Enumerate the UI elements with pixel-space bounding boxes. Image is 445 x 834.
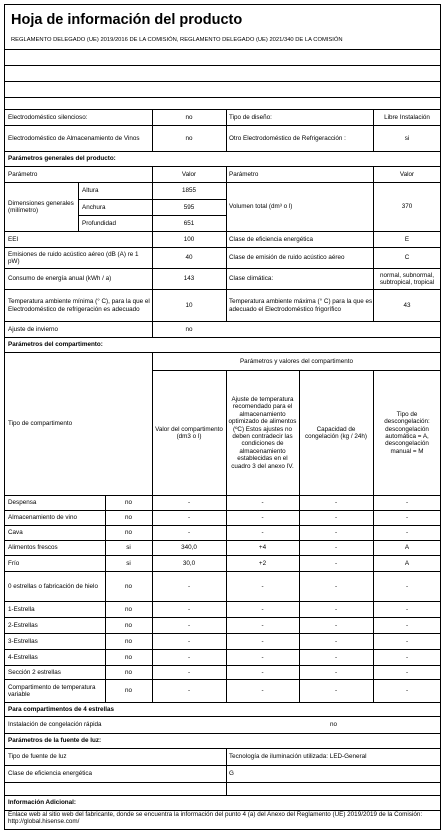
- compartment-temperature-value: -: [261, 499, 264, 507]
- general-section-title: [8, 152, 308, 166]
- compartment-present-value: no: [124, 668, 132, 676]
- compartment-present-value: no: [124, 621, 132, 629]
- light-type-value-value: Tecnología de iluminación utilizada: LED-General: [229, 753, 367, 761]
- general-param-label-value: Consumo de energía anual (kWh / a): [8, 275, 112, 283]
- compartment-defrost-value: -: [405, 687, 409, 695]
- compartment-present: [105, 541, 152, 555]
- compartment-volume: [152, 666, 226, 679]
- compartment-defrost-value: A: [404, 559, 410, 567]
- compartment-defrost: [373, 666, 441, 679]
- compartment-name-value: Alimentos frescos: [8, 544, 58, 552]
- light-class-label-value: Clase de eficiencia energética: [8, 770, 93, 778]
- dimension-label: [82, 216, 148, 231]
- dimensions-label: [8, 183, 76, 231]
- general-param-label: [8, 232, 150, 247]
- row-divider: [5, 65, 441, 66]
- compartment-present: [105, 634, 152, 649]
- dimension-label: [82, 200, 148, 215]
- column-divider: [226, 166, 227, 321]
- compartment-freezing-value: -: [334, 544, 338, 552]
- compartment-defrost-header-value: Tipo de descongelación: descongelación automática = A, descongelación manual = M: [384, 410, 430, 455]
- compartment-freezing-header-value: Capacidad de congelación (kg / 24h): [305, 425, 367, 440]
- compartment-temperature-value: -: [261, 637, 264, 645]
- design-type-label: [229, 110, 369, 125]
- compartment-defrost: [373, 541, 441, 555]
- dimension-label-value: Altura: [82, 187, 99, 195]
- compartment-present: [105, 496, 152, 510]
- compartment-present: [105, 680, 152, 702]
- compartment-freezing: [299, 680, 373, 702]
- compartment-temperature-value: +4: [258, 544, 267, 552]
- general-param-value-value: 10: [185, 301, 193, 309]
- dimension-value-value: 595: [183, 203, 195, 211]
- column-divider: [78, 182, 79, 231]
- compartment-freezing-value: -: [334, 582, 338, 590]
- compartment-freezing: [299, 650, 373, 665]
- general-section-title-value: Parámetros generales del producto:: [8, 155, 116, 163]
- compartment-defrost-header: [375, 371, 439, 495]
- general-param-label-2-value: Clase de eficiencia energética: [229, 235, 314, 243]
- dimension-value: [152, 216, 226, 231]
- compartment-name: [8, 618, 103, 633]
- compartment-freezing: [299, 496, 373, 510]
- silent-appliance-value: [152, 110, 226, 125]
- compartment-volume: [152, 541, 226, 555]
- compartment-name-value: 0 estrellas o fabricación de hielo: [8, 582, 98, 590]
- other-refrigerator-value: [373, 126, 441, 151]
- compartment-volume-header-value: Valor del compartimento (dm3 o l): [155, 425, 223, 440]
- other-refrigerator-label: [229, 126, 374, 151]
- volume-label-value: Volumen total (dm³ o l): [229, 203, 293, 211]
- general-param-value-value: 40: [185, 254, 193, 262]
- compartment-type-header: [8, 353, 148, 495]
- compartment-name-value: Almacenamiento de vino: [8, 514, 77, 522]
- compartment-present: [105, 650, 152, 665]
- compartment-present: [105, 556, 152, 571]
- general-param-value-2: [375, 248, 439, 268]
- compartment-freezing-value: -: [334, 653, 338, 661]
- compartment-volume: [152, 602, 226, 617]
- volume-label: [229, 183, 374, 231]
- compartment-present-value: no: [124, 529, 132, 537]
- compartment-defrost: [373, 556, 441, 571]
- general-param-label-2: [229, 290, 374, 321]
- silent-appliance-label-value: Electrodoméstico silencioso:: [8, 113, 88, 121]
- dimension-value-value: 1855: [181, 187, 196, 195]
- general-param-label-2-value: Clase de emisión de ruido acústico aéreo: [229, 254, 345, 262]
- compartment-name: [8, 511, 103, 525]
- compartment-name-value: Despensa: [8, 499, 37, 507]
- row-divider: [5, 97, 441, 98]
- dimension-label-value: Anchura: [82, 203, 106, 211]
- compartment-freezing-value: -: [334, 637, 338, 645]
- value-header-2: [373, 167, 441, 182]
- compartment-temperature-value: -: [261, 668, 264, 676]
- compartment-name: [8, 634, 103, 649]
- design-type-label-value: Tipo de diseño:: [229, 113, 272, 121]
- compartment-temperature: [226, 602, 299, 617]
- general-param-value-value: 143: [183, 275, 195, 283]
- compartment-temperature: [226, 572, 299, 601]
- compartment-name: [8, 602, 103, 617]
- general-param-label: [8, 269, 150, 289]
- wine-storage-label: [8, 126, 148, 151]
- volume-value: [373, 183, 441, 231]
- light-section-title-value: Parámetros de la fuente de luz:: [8, 737, 102, 745]
- general-param-value-2-value: normal, subnormal, subtropical, tropical: [379, 271, 435, 286]
- compartment-name: [8, 556, 103, 571]
- general-param-label: [8, 290, 150, 321]
- compartment-group-header: [152, 353, 441, 370]
- compartment-volume-value: -: [187, 605, 191, 613]
- compartment-temperature-header-value: Ajuste de temperatura recomendado para el almacenamiento optimizado de alimentos (ºC) Estos ajustes no deben contradecir las condiciones de almacenamiento establecidas en el cuadro 3 del anexo IV.: [228, 395, 297, 470]
- dimension-label: [82, 183, 148, 199]
- compartment-temperature: [226, 666, 299, 679]
- compartment-present: [105, 666, 152, 679]
- compartment-defrost: [373, 526, 441, 540]
- compartment-temperature-value: -: [261, 514, 264, 522]
- compartment-present-value: no: [124, 582, 132, 590]
- compartment-freezing-value: -: [334, 605, 338, 613]
- compartment-name-value: Frío: [8, 559, 20, 567]
- compartment-freezing: [299, 572, 373, 601]
- compartment-name-value: Cava: [8, 529, 23, 537]
- compartment-freezing-value: -: [334, 499, 338, 507]
- compartment-freezing-value: -: [334, 514, 338, 522]
- product-information-sheet: [4, 4, 441, 830]
- compartment-volume-value: -: [187, 499, 191, 507]
- compartment-present: [105, 526, 152, 540]
- compartment-name: [8, 572, 103, 601]
- general-param-value-value: 100: [183, 235, 195, 243]
- compartment-defrost-value: -: [405, 529, 409, 537]
- param-header-2: [229, 167, 369, 182]
- compartment-defrost-value: -: [405, 514, 409, 522]
- compartment-name-value: Compartimento de temperatura variable: [8, 683, 96, 698]
- compartment-defrost-value: -: [405, 668, 409, 676]
- general-param-value: [152, 290, 226, 321]
- compartment-freezing: [299, 634, 373, 649]
- compartment-volume-header: [154, 371, 224, 495]
- compartment-present-value: no: [124, 687, 132, 695]
- additional-section-title: [8, 796, 308, 810]
- param-header-value: Parámetro: [8, 170, 38, 178]
- compartment-present: [105, 618, 152, 633]
- general-param-value-2: [375, 269, 439, 289]
- compartment-section-title-value: Parámetros del compartimento:: [8, 341, 103, 349]
- compartment-defrost: [373, 572, 441, 601]
- compartment-volume: [152, 496, 226, 510]
- additional-section-title-value: Información Adicional:: [8, 799, 76, 807]
- compartment-temperature: [226, 680, 299, 702]
- compartment-volume: [152, 526, 226, 540]
- row-divider: [5, 49, 441, 50]
- wine-storage-label-value: Electrodoméstico de Almacenamiento de Vinos: [8, 134, 140, 142]
- dimension-value-value: 651: [183, 219, 195, 227]
- column-divider: [226, 109, 227, 151]
- compartment-defrost: [373, 680, 441, 702]
- value-header-value: Valor: [181, 170, 197, 178]
- compartment-volume-value: 30,0: [182, 559, 196, 567]
- general-param-value-2-value: 43: [403, 301, 411, 309]
- compartment-defrost-value: -: [405, 605, 409, 613]
- compartment-volume-value: -: [187, 653, 191, 661]
- compartment-temperature: [226, 556, 299, 571]
- compartment-name-value: Sección 2 estrellas: [8, 668, 61, 676]
- compartment-present-value: si: [126, 544, 131, 552]
- four-star-section-title-value: Para compartimentos de 4 estrellas: [8, 705, 115, 713]
- dimension-value: [152, 200, 226, 215]
- general-param-value-2: [375, 232, 439, 247]
- compartment-present-value: no: [124, 605, 132, 613]
- compartment-defrost: [373, 602, 441, 617]
- compartment-volume: [152, 572, 226, 601]
- compartment-volume: [152, 680, 226, 702]
- general-param-value-2-value: C: [404, 254, 410, 262]
- sheet-title: Hoja de información del producto: [11, 12, 243, 28]
- compartment-temperature: [226, 618, 299, 633]
- compartment-temperature: [226, 526, 299, 540]
- compartment-present: [105, 572, 152, 601]
- compartment-temperature-value: -: [261, 605, 264, 613]
- fast-freeze-value-value: no: [329, 721, 337, 729]
- compartment-volume: [152, 634, 226, 649]
- compartment-volume-value: -: [187, 687, 191, 695]
- compartment-freezing-value: -: [334, 529, 338, 537]
- wine-storage-value-value: no: [185, 134, 193, 142]
- regulation-reference: REGLAMENTO DELEGADO (UE) 2019/2016 DE LA COMISIÓN, REGLAMENTO DELEGADO (UE) 2021/340 DE LA COMISIÓN: [11, 37, 343, 43]
- light-section-title: [8, 734, 308, 748]
- dimension-value: [152, 183, 226, 199]
- compartment-temperature: [226, 634, 299, 649]
- light-class-value: [229, 766, 439, 782]
- compartment-present-value: si: [126, 559, 131, 567]
- compartment-present-value: no: [124, 653, 132, 661]
- compartment-freezing: [299, 602, 373, 617]
- volume-value-value: 370: [401, 203, 413, 211]
- compartment-volume-value: -: [187, 637, 191, 645]
- light-type-label-value: Tipo de fuente de luz: [8, 753, 67, 761]
- value-header-2-value: Valor: [399, 170, 415, 178]
- compartment-name-value: 4-Estrellas: [8, 653, 38, 661]
- compartment-defrost-value: -: [405, 637, 409, 645]
- compartment-temperature: [226, 541, 299, 555]
- row-divider: [5, 782, 441, 783]
- additional-info-text-value: Enlace web al sitio web del fabricante, donde se encuentra la información del punto 4 (a) del Anexo del Reglamento (UE) 2019/2019 de la Comisión: http://global.hisense.com/: [8, 811, 423, 826]
- compartment-defrost-value: -: [405, 582, 409, 590]
- compartment-freezing-value: -: [334, 687, 338, 695]
- compartment-volume-value: -: [187, 621, 191, 629]
- compartment-present-value: no: [124, 499, 132, 507]
- other-refrigerator-value-value: si: [404, 134, 410, 142]
- general-param-label-2: [229, 232, 374, 247]
- compartment-defrost-value: -: [405, 621, 409, 629]
- compartment-volume-value: 340,0: [181, 544, 197, 552]
- compartment-group-header-value: Parámetros y valores del compartimento: [239, 357, 354, 365]
- general-param-label-value: Emisiones de ruido acústico aéreo (dB (A) re 1 pW): [8, 250, 139, 265]
- additional-info-text: [8, 811, 438, 831]
- general-param-value: [152, 232, 226, 247]
- value-header: [152, 167, 226, 182]
- general-param-label: [8, 322, 150, 337]
- compartment-present: [105, 511, 152, 525]
- compartment-defrost: [373, 634, 441, 649]
- row-divider: [5, 81, 441, 82]
- general-param-label-value: EEI: [8, 235, 19, 243]
- four-star-section-title: [8, 703, 308, 716]
- compartment-temperature-value: -: [261, 653, 264, 661]
- fast-freeze-label-value: Instalación de congelación rápida: [8, 721, 102, 729]
- compartment-freezing-value: -: [334, 621, 338, 629]
- other-refrigerator-label-value: Otro Electrodoméstico de Refrigeracción :: [229, 134, 346, 142]
- compartment-temperature-value: +2: [258, 559, 267, 567]
- general-param-label-2-value: Clase climática:: [229, 275, 274, 283]
- general-param-label-2-value: Temperatura ambiente máxima (° C) para la que es adecuado el Electrodoméstico frigorífico: [229, 298, 373, 313]
- general-param-value: [152, 269, 226, 289]
- general-param-value: [152, 322, 226, 337]
- silent-appliance-label: [8, 110, 148, 125]
- compartment-defrost-value: A: [404, 544, 410, 552]
- compartment-freezing: [299, 666, 373, 679]
- compartment-present: [105, 602, 152, 617]
- general-param-label: [8, 248, 150, 268]
- compartment-name: [8, 666, 103, 679]
- dimensions-label-value: Dimensiones generales (milímetro): [8, 199, 74, 214]
- column-divider: [226, 748, 227, 795]
- compartment-freezing: [299, 541, 373, 555]
- fast-freeze-label: [8, 717, 208, 733]
- compartment-freezing: [299, 526, 373, 540]
- light-type-value: [229, 749, 439, 765]
- param-header-2-value: Parámetro: [229, 170, 259, 178]
- compartment-freezing: [299, 556, 373, 571]
- compartment-freezing: [299, 511, 373, 525]
- compartment-name-value: 2-Estrellas: [8, 621, 38, 629]
- compartment-freezing-value: -: [334, 668, 338, 676]
- compartment-defrost: [373, 496, 441, 510]
- compartment-name-value: 1-Estrella: [8, 605, 35, 613]
- compartment-temperature: [226, 496, 299, 510]
- compartment-freezing-value: -: [334, 559, 338, 567]
- silent-appliance-value-value: no: [185, 113, 193, 121]
- compartment-name-value: 3-Estrellas: [8, 637, 38, 645]
- compartment-defrost-value: -: [405, 499, 409, 507]
- design-type-value-value: Libre Instalación: [384, 113, 430, 121]
- light-class-label: [8, 766, 208, 782]
- design-type-value: [373, 110, 441, 125]
- general-param-value-2: [375, 290, 439, 321]
- general-param-value-value: no: [185, 325, 193, 333]
- general-param-value-2-value: E: [404, 235, 410, 243]
- compartment-volume-value: -: [187, 582, 191, 590]
- compartment-temperature: [226, 650, 299, 665]
- compartment-volume: [152, 556, 226, 571]
- compartment-volume-value: -: [187, 668, 191, 676]
- compartment-section-title: [8, 338, 308, 352]
- light-class-value-value: G: [229, 770, 234, 778]
- compartment-name: [8, 680, 103, 702]
- compartment-temperature: [226, 511, 299, 525]
- compartment-defrost: [373, 650, 441, 665]
- compartment-volume-value: -: [187, 514, 191, 522]
- general-param-value: [152, 248, 226, 268]
- compartment-volume: [152, 650, 226, 665]
- compartment-defrost: [373, 618, 441, 633]
- light-type-label: [8, 749, 208, 765]
- compartment-temperature-value: -: [261, 687, 264, 695]
- compartment-temperature-value: -: [261, 582, 264, 590]
- compartment-freezing-header: [301, 371, 371, 495]
- general-param-label-value: Temperatura ambiente mínima (° C), para la que el Electrodoméstico de refrigeración es adecuado: [8, 298, 150, 313]
- general-param-label-2: [229, 248, 374, 268]
- wine-storage-value: [152, 126, 226, 151]
- compartment-type-header-value: Tipo de compartimento: [8, 420, 73, 428]
- fast-freeze-value: [226, 717, 441, 733]
- compartment-temperature-value: -: [261, 621, 264, 629]
- compartment-present-value: no: [124, 637, 132, 645]
- param-header: [8, 167, 148, 182]
- compartment-freezing: [299, 618, 373, 633]
- compartment-volume: [152, 618, 226, 633]
- dimension-label-value: Profundidad: [82, 219, 116, 227]
- general-param-label-2: [229, 269, 374, 289]
- compartment-volume-value: -: [187, 529, 191, 537]
- compartment-name: [8, 526, 103, 540]
- compartment-temperature-header: [228, 371, 297, 495]
- compartment-name: [8, 496, 103, 510]
- general-param-label-value: Ajuste de invierno: [8, 325, 59, 333]
- compartment-temperature-value: -: [261, 529, 264, 537]
- compartment-name: [8, 650, 103, 665]
- compartment-name: [8, 541, 103, 555]
- compartment-defrost-value: -: [405, 653, 409, 661]
- compartment-present-value: no: [124, 514, 132, 522]
- compartment-volume: [152, 511, 226, 525]
- compartment-defrost: [373, 511, 441, 525]
